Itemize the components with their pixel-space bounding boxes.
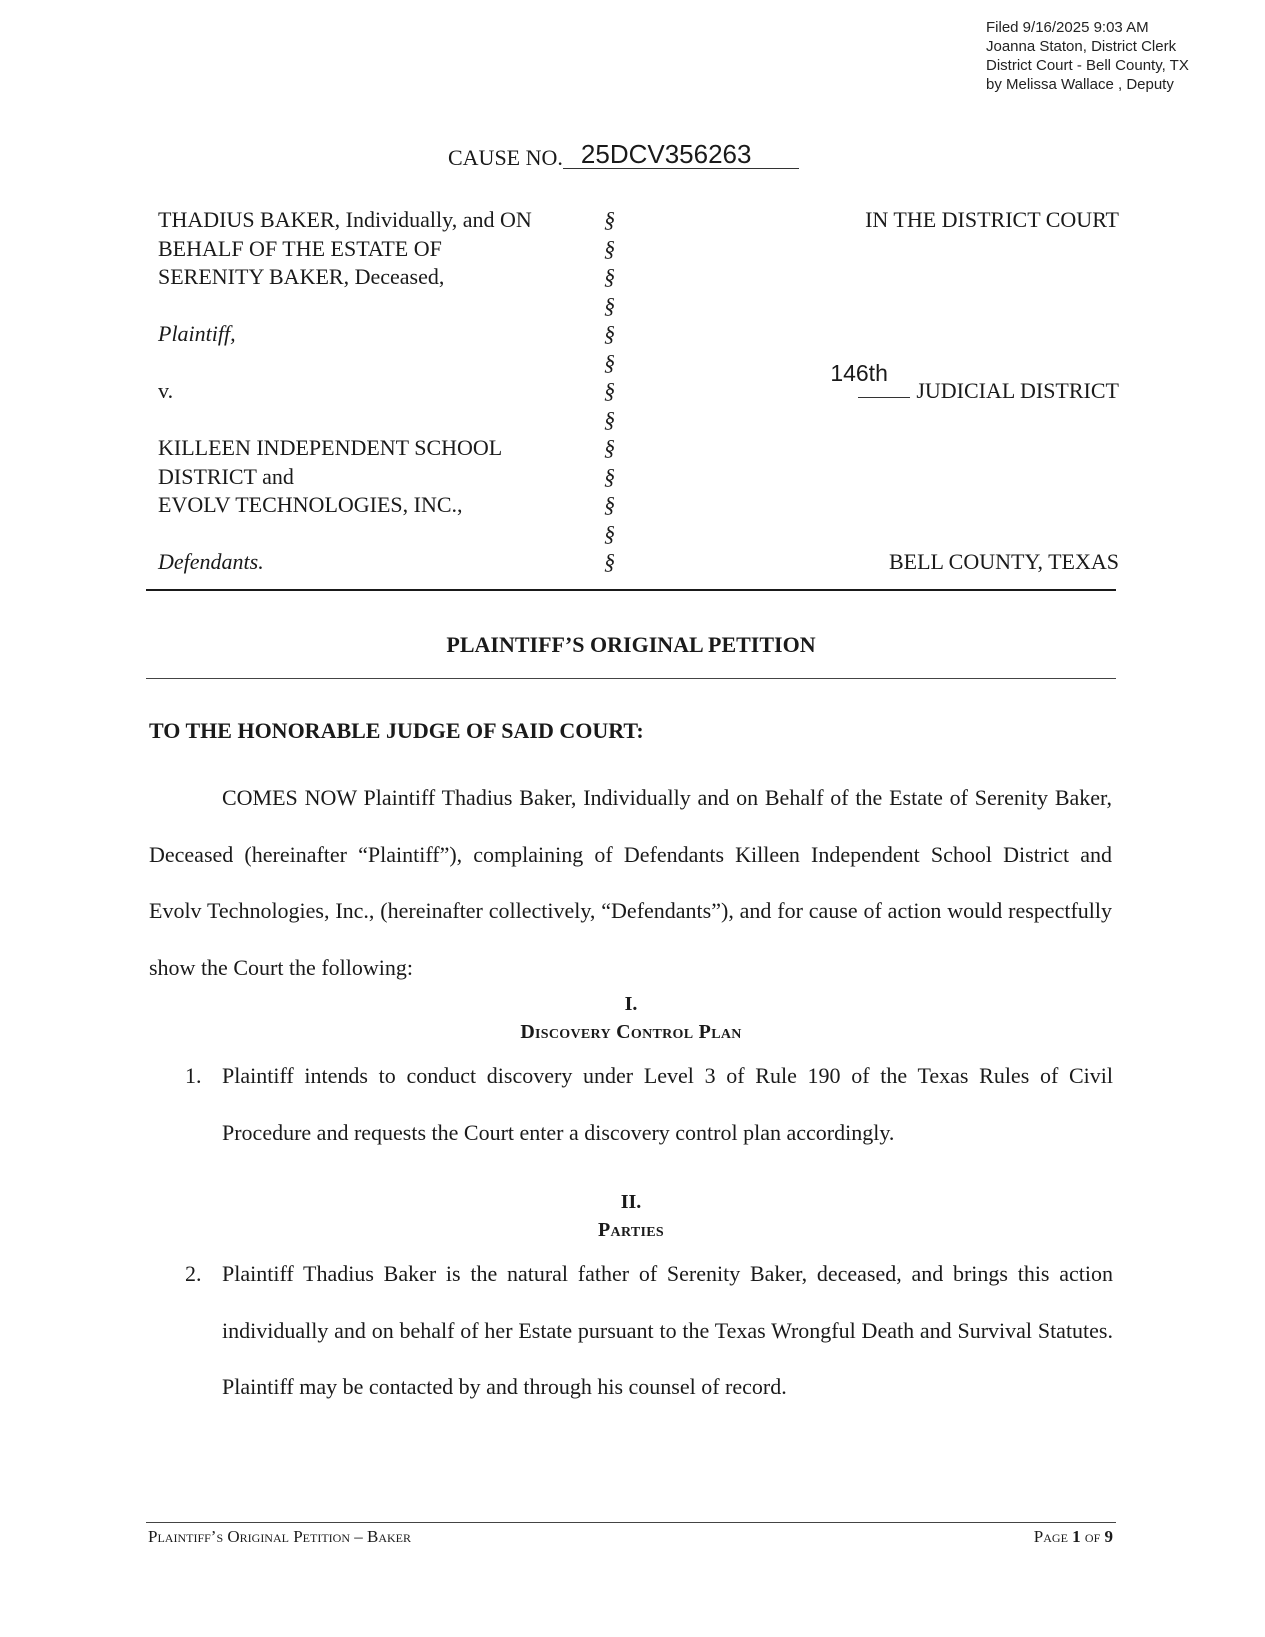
stamp-clerk-line: Joanna Staton, District Clerk: [986, 38, 1177, 55]
numbered-paragraph: [185, 1246, 1113, 1416]
section-title: Parties: [598, 1219, 664, 1241]
district-label: JUDICIAL DISTRICT: [916, 378, 1119, 403]
section-symbol: §: [604, 549, 615, 574]
defendant-line-3: EVOLV TECHNOLOGIES, INC.,: [158, 492, 463, 517]
district-number: 146th: [830, 360, 888, 386]
defendant-line-1: KILLEEN INDEPENDENT SCHOOL: [158, 435, 503, 460]
section-heading: [146, 990, 1116, 1046]
paragraph-text: Plaintiff intends to conduct discovery under Level 3 of Rule 190 of the Texas Rules of Civil Procedure and requests the Court enter a discovery control plan accordingly.: [222, 1063, 1113, 1145]
paragraph-number: 2.: [185, 1261, 202, 1286]
section-symbol: §: [604, 321, 615, 346]
court-column: [624, 206, 1119, 574]
salutation: TO THE HONORABLE JUDGE OF SAID COURT:: [149, 718, 644, 743]
page-label: Page: [1033, 1527, 1068, 1546]
numbered-paragraph: [185, 1048, 1113, 1161]
footer-title: Plaintiff’s Original Petition – Baker: [148, 1527, 411, 1546]
parties-column: [158, 206, 588, 577]
current-page: 1: [1072, 1527, 1081, 1546]
divider-top: [146, 589, 1116, 591]
defendant-line-2: DISTRICT and: [158, 463, 294, 489]
county: BELL COUNTY, TEXAS: [889, 549, 1119, 574]
filing-stamp: [986, 18, 1189, 94]
intro-paragraph: COMES NOW Plaintiff Thadius Baker, Individually and on Behalf of the Estate of Serenity Baker, Deceased (hereinafter “Plaintiff”), complaining of Defendants Killeen Independent School District and Evolv Technologies, Inc., (hereinafter collectively, “Defendants”), and for cause of action would respectfully show the Court the following:: [149, 785, 1112, 980]
cause-label: CAUSE NO.: [448, 145, 563, 170]
cause-number: 25DCV356263: [563, 140, 799, 169]
paragraph-text: Plaintiff Thadius Baker is the natural father of Serenity Baker, deceased, and brings this action individually and on behalf of her Estate pursuant to the Texas Wrongful Death and Survival Statutes. Plaintiff may be contacted by and through his counsel of record.: [222, 1261, 1113, 1399]
footer-divider: [146, 1522, 1116, 1523]
plaintiff-role: Plaintiff,: [158, 321, 236, 346]
section-numeral: II.: [620, 1191, 642, 1213]
plaintiff-line-2: BEHALF OF THE ESTATE OF: [158, 235, 442, 261]
defendant-role: Defendants.: [158, 549, 264, 574]
section-symbol: §: [604, 463, 615, 489]
section-symbol: §: [604, 235, 615, 261]
paragraph-number: 1.: [185, 1063, 202, 1088]
stamp-court-line: District Court - Bell County, TX: [986, 57, 1189, 74]
judicial-district: [830, 360, 1119, 406]
section-symbol: §: [604, 406, 615, 432]
court-name: IN THE DISTRICT COURT: [865, 207, 1119, 232]
section-numeral: I.: [624, 993, 638, 1015]
section-symbol: §: [604, 520, 615, 546]
section-symbol: §: [604, 207, 615, 232]
plaintiff-line-1: THADIUS BAKER, Individually, and ON: [158, 207, 532, 232]
page-number: [1034, 1527, 1113, 1547]
section-symbol: §: [604, 292, 615, 318]
section-symbol-column: [604, 206, 624, 577]
section-symbol: §: [604, 378, 615, 403]
versus: v.: [158, 378, 174, 403]
divider-bottom: [146, 678, 1116, 679]
stamp-deputy-line: by Melissa Wallace , Deputy: [986, 76, 1174, 93]
cause-number-line: [448, 139, 799, 171]
plaintiff-line-3: SERENITY BAKER, Deceased,: [158, 264, 445, 289]
section-title: Discovery Control Plan: [520, 1021, 742, 1043]
document-title: PLAINTIFF’S ORIGINAL PETITION: [446, 632, 816, 657]
stamp-filed-line: Filed 9/16/2025 9:03 AM: [986, 19, 1149, 36]
section-heading: [146, 1188, 1116, 1244]
section-symbol: §: [604, 349, 615, 375]
of-label: of: [1084, 1527, 1101, 1546]
section-symbol: §: [604, 492, 615, 517]
section-symbol: §: [604, 264, 615, 289]
total-pages: 9: [1104, 1527, 1113, 1546]
section-symbol: §: [604, 435, 615, 460]
